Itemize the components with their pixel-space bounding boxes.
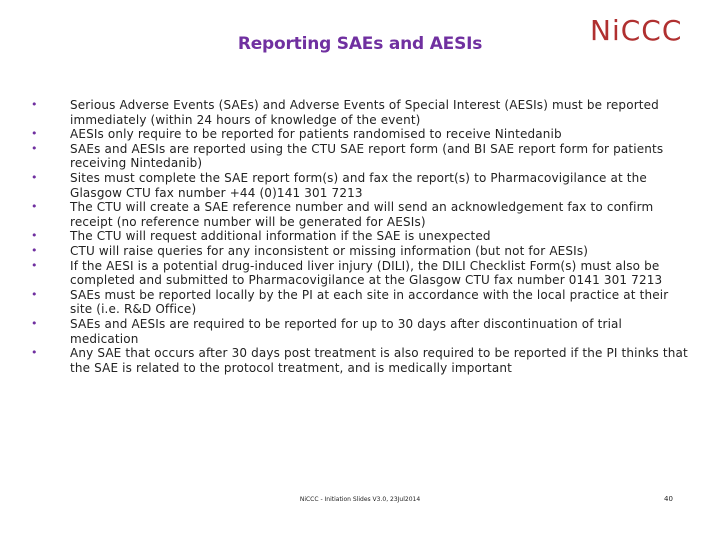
bullet-item [28, 317, 688, 346]
bullet-text: Any SAE that occurs after 30 days post treatment is also required to be reported if the PI thinks that the SAE is related to the protocol treatment, and is medically important [70, 346, 688, 375]
bullet-text: CTU will raise queries for any inconsistent or missing information (but not for AESIs) [70, 243, 589, 258]
bullet-item [28, 346, 688, 375]
bullet-text: The CTU will create a SAE reference number and will send an acknowledgement fax to confirm receipt (no reference number will be generated for AESIs) [70, 200, 654, 229]
bullet-item [28, 229, 688, 244]
bullet-text: AESIs only require to be reported for patients randomised to receive Nintedanib [70, 127, 562, 142]
bullet-text: Serious Adverse Events (SAEs) and Adverse Events of Special Interest (AESIs) must be reported immediately (within 24 hours of knowledge of the event) [70, 98, 659, 127]
bullet-text: SAEs and AESIs are reported using the CTU SAE report form (and BI SAE report form for patients receiving Nintedanib) [70, 141, 664, 171]
bullet-dot-icon: • [31, 316, 38, 330]
slide-title: Reporting SAEs and AESIs [237, 34, 483, 54]
bullet-dot-icon: • [31, 346, 38, 360]
bullet-item [28, 259, 688, 288]
bullet-dot-icon: • [31, 243, 38, 257]
bullet-item [28, 171, 688, 200]
bullet-dot-icon: • [31, 98, 38, 111]
bullet-dot-icon: • [31, 170, 38, 184]
slide-footer: NiCCC - Initiation Slides V3.0, 23Jul2014 [299, 496, 421, 503]
bullet-item [28, 142, 688, 171]
bullet-item [28, 288, 688, 317]
bullet-text: SAEs must be reported locally by the PI at each site in accordance with the local practice at their site (i.e. R&D Office) [70, 287, 669, 317]
bullet-text: If the AESI is a potential drug-induced liver injury (DILI), the DILI Checklist Form(s) must also be completed and submitted to Pharmacovigilance at the Glasgow CTU fax number 0141 301 7213 [70, 258, 663, 288]
bullet-item [28, 200, 688, 229]
bullet-dot-icon: • [31, 200, 38, 214]
bullet-dot-icon: • [31, 229, 38, 243]
bullet-dot-icon: • [31, 258, 38, 272]
bullet-dot-icon: • [31, 287, 38, 301]
bullet-text: The CTU will request additional information if the SAE is unexpected [70, 229, 491, 244]
page-number: 40 [664, 495, 673, 503]
bullet-text: Sites must complete the SAE report form(s) and fax the report(s) to Pharmacovigilance at the Glasgow CTU fax number +44 (0)141 301 7213 [70, 170, 647, 200]
bullet-item [28, 127, 688, 142]
bullet-dot-icon: • [31, 141, 38, 155]
bullet-dot-icon: • [31, 127, 38, 141]
bullet-list [28, 98, 688, 375]
bullet-text: SAEs and AESIs are required to be reported for up to 30 days after discontinuation of trial medication [70, 316, 623, 346]
bullet-item [28, 98, 688, 127]
bullet-item [28, 244, 688, 259]
niccc-logo: NiCCC [590, 14, 683, 47]
